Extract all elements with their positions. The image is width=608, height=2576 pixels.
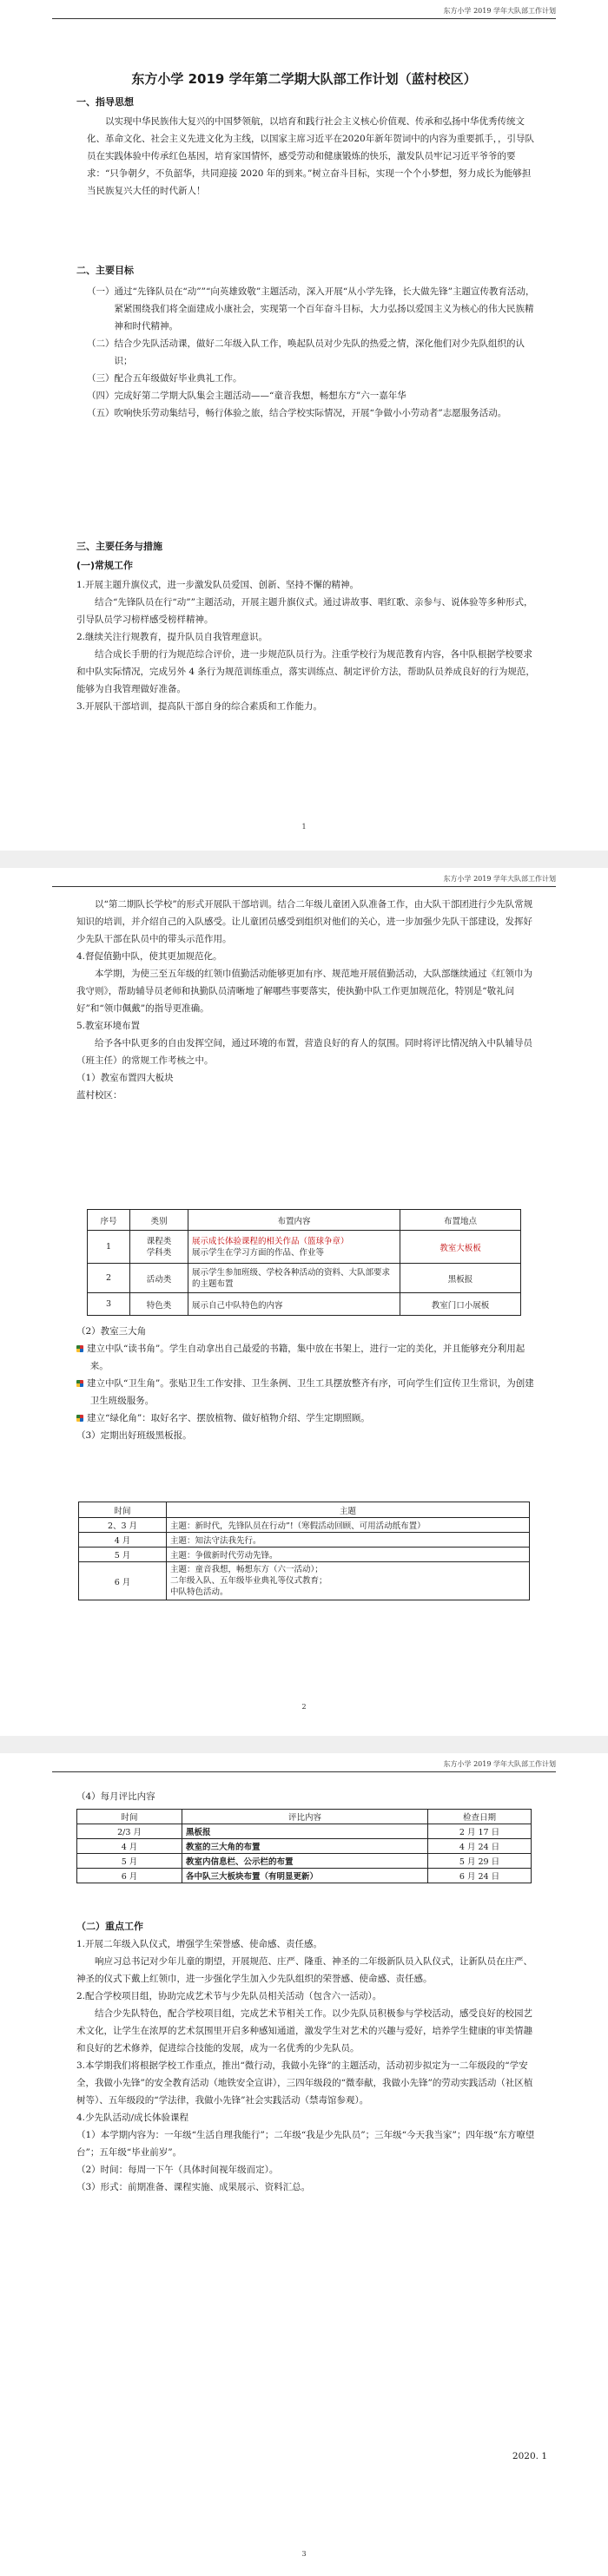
- subtask-item: （2）时间：每周一下午（具体时间视年级而定）。: [76, 2165, 279, 2175]
- task-item: 4.督促值勤中队，使其更加规范化。: [76, 951, 222, 962]
- table-row: [88, 1231, 521, 1264]
- task-item: 3.本学期我们将根据学校工作重点，推出“微行动，我做小先锋”的主题活动，活动初步拟定为一二年级段的“学安全，我做小先锋”的安全教育活动（地铁安全宣讲），三四年级段的“微奉献，我做小先锋”的劳动实践活动（社区植树等）、五年级段的“学法律，我做小先锋”社会实践活动（禁毒馆参观）。: [76, 2060, 533, 2106]
- paragraph: 结合少先队特色，配合学校项目组，完成艺术节相关工作。以少先队员积极参与学校活动，感受良好的校园艺术文化，让学生在浓厚的艺术氛围里开启多种感知通道，激发学生对艺术的兴趣与爱好，培养学生健康的审美情趣和良好的艺术修养，促进综合技能的发展，成为一名优秀的少先队员。: [76, 2008, 532, 2054]
- corner-item: [76, 1340, 539, 1375]
- paragraph: 结合“先锋队员在行“动””主题活动，开展主题升旗仪式。通过讲故事、唱红歌、亲参与、说体验等多种形式，引导队员学习榜样感受榜样精神。: [76, 597, 533, 625]
- paragraph: 给予各中队更多的自由发挥空间，通过环境的布置，营造良好的育人的氛围。同时将评比情况纳入中队辅导员（班主任）的常规工作考核之中。: [76, 1038, 532, 1066]
- page-1: [0, 0, 608, 851]
- table-cell: 5 月: [79, 1548, 167, 1562]
- table-cell: 6 月: [79, 1562, 167, 1600]
- table-cell: 教室的三大角的布置: [182, 1839, 428, 1854]
- page-number: 3: [301, 2550, 307, 2558]
- header-rule: [52, 886, 556, 887]
- table-cell: 2/3 月: [77, 1824, 182, 1839]
- table-row: [79, 1533, 530, 1548]
- corner-item: [76, 1375, 539, 1410]
- table-cell: 5 月: [77, 1854, 182, 1869]
- table-cell: 教室门口小展板: [400, 1293, 521, 1316]
- document-title: 东方小学 2019 学年第二学期大队部工作计划（蓝村校区）: [131, 71, 477, 87]
- page-header: 东方小学 2019 学年大队部工作计划: [443, 7, 556, 15]
- table-row: [77, 1869, 532, 1883]
- layout-table: [87, 1209, 521, 1316]
- table-cell: [188, 1231, 400, 1264]
- page-3: [0, 1753, 608, 2576]
- section-heading: 一、指导思想: [76, 96, 134, 108]
- page-gap: [0, 851, 608, 868]
- table-cell: 3: [88, 1293, 130, 1316]
- table-header: 检查日期: [428, 1810, 532, 1824]
- paragraph: 结合成长手册的行为规范综合评价，进一步规范队员行为。注重学校行为规范教育内容，各中队根据学校要求和中队实际情况，完成另外 4 条行为规范训练重点，落实训练点、制定评价方法，帮助队员养成良好的行为规范，能够为自我管理做好准备。: [76, 649, 535, 694]
- goals-list: [87, 283, 539, 422]
- table-cell: 教室内信息栏、公示栏的布置: [182, 1854, 428, 1869]
- table-row: [77, 1839, 532, 1854]
- table-cell: 主题：童音我想，畅想东方（六一活动）； 二年级入队、五年级毕业典礼等仪式教育； 中队特色活动。: [167, 1562, 530, 1600]
- table-header: 序号: [88, 1210, 130, 1231]
- subtask-item: （1）本学期内容为：一年级“生活自理我能行”；二年级“我是少先队员”；三年级“今天我当家”；四年级“东方嘹望台”；五年级“毕业前岁”。: [76, 2130, 535, 2158]
- goal-item: （四）完成好第二学期大队集会主题活动——“童音我想，畅想东方”六一嘉年华: [87, 391, 406, 401]
- section-heading: 三、主要任务与措施: [76, 541, 162, 552]
- task-item: 4.少先队活动/成长体验课程: [76, 2113, 189, 2123]
- cell-text: 展示学生在学习方面的作品、作业等: [192, 1247, 325, 1258]
- table-header: 时间: [79, 1502, 167, 1518]
- table-header: 时间: [77, 1810, 182, 1824]
- corner-text: 建立中队“卫生角”。张贴卫生工作安排、卫生条例、卫生工具摆放整齐有序，可向学生们宣传卫生常识，为创建卫生班级服务。: [87, 1378, 534, 1406]
- table-header: 主题: [167, 1502, 530, 1518]
- table-header: 布置内容: [188, 1210, 400, 1231]
- bullet-icon: [76, 1415, 83, 1422]
- task-item: 2.配合学校项目组，协助完成艺术节与少先队员相关活动（包含六一活动）。: [76, 1991, 382, 2001]
- table-row: [88, 1264, 521, 1293]
- table-row: [79, 1548, 530, 1562]
- task-item: 5.教室环境布置: [76, 1021, 141, 1031]
- table-header: 类别: [130, 1210, 188, 1231]
- table-cell: 课程类 学科类: [130, 1231, 188, 1264]
- table-header: 评比内容: [182, 1810, 428, 1824]
- corner-text: 建立中队“读书角”。学生自动拿出自己最爱的书籍，集中放在书架上，进行一定的美化，并且能够充分利用起来。: [87, 1344, 525, 1371]
- paragraph: 以实现中华民族伟大复兴的中国梦领航，以培育和践行社会主义核心价值观、传承和弘扬中华优秀传统文化、革命文化、社会主义先进文化为主线，以国家主席习近平在2020年新年贺词中的内容为重要抓手，，引导队员在实践体验中传承红色基因，培育家国情怀，感受劳动和健康锻炼的快乐，激发队员牢记习近平爷爷的要求：“只争朝夕，不负韶华，共同迎接 2020 年的到来。”树立奋斗目标，实现一个个小梦想，努力成长为能够担当民族复兴大任的时代新人！: [87, 116, 534, 196]
- corner-item: [76, 1410, 539, 1427]
- task-item: 2.继续关注行规教育，提升队员自我管理意识。: [76, 632, 268, 642]
- table-cell: 1: [88, 1231, 130, 1264]
- subtask-item: （2）教室三大角: [76, 1326, 147, 1337]
- bullet-icon: [76, 1380, 83, 1387]
- table-cell: 主题：新时代，先锋队员在行动”!（寒假活动回顾、可用活动纸布置）: [167, 1518, 530, 1533]
- table-cell: 5 月 29 日: [428, 1854, 532, 1869]
- task-item: 1.开展二年级入队仪式，增强学生荣誉感、使命感、责任感。: [76, 1939, 323, 1949]
- paragraph: 以“第二期队长学校”的形式开展队干部培训。结合二年级儿童团入队准备工作，由大队干部团进行少先队常规知识的培训，并介绍自己的入队感受。让儿童团员感受到组织对他们的关心，进一步加强少先队干部建设，发挥好少先队干部在队员中的带头示范作用。: [76, 899, 533, 944]
- key-work-section: [76, 1918, 539, 2196]
- table-row: [88, 1293, 521, 1316]
- document-date: 2020. 1: [512, 2451, 547, 2461]
- goal-item: （二）结合少先队活动课，做好二年级入队工作，唤起队员对少先队的热爱之情，深化他们对少先队组织的认识；: [87, 338, 525, 366]
- header-rule: [52, 1771, 556, 1772]
- table-cell: 各中队三大板块布置（有明显更新）: [182, 1869, 428, 1883]
- table-cell: 4 月: [77, 1839, 182, 1854]
- page-gap: [0, 1736, 608, 1753]
- table-cell: 2: [88, 1264, 130, 1293]
- blackboard-table: [78, 1502, 530, 1600]
- task-item: 1.开展主题升旗仪式，进一步激发队员爱国、创新、坚持不懈的精神。: [76, 580, 360, 590]
- corner-text: 建立“绿化角”：取好名字、摆放植物、做好植物介绍、学生定期照顾。: [87, 1413, 370, 1423]
- page-header: 东方小学 2019 学年大队部工作计划: [443, 875, 556, 883]
- table-cell: 4 月: [79, 1533, 167, 1548]
- header-rule: [52, 18, 556, 19]
- subsection-heading: （二）重点工作: [76, 1921, 143, 1932]
- goal-item: （五）吹响快乐劳动集结号，畅行体验之旅，结合学校实际情况，开展“争做小小劳动者”志愿服务活动。: [87, 408, 507, 418]
- table-row: [79, 1562, 530, 1600]
- campus-label: 蓝村校区：: [76, 1090, 122, 1101]
- table-row: [77, 1824, 532, 1839]
- table-cell: 主题：知法守法我先行。: [167, 1533, 530, 1548]
- table-cell: 2、3 月: [79, 1518, 167, 1533]
- task-item: 3.开展队干部培训，提高队干部自身的综合素质和工作能力。: [76, 701, 323, 712]
- table-cell: 展示自己中队特色的内容: [188, 1293, 400, 1316]
- paragraph: 响应习总书记对少年儿童的期望，开展规范、庄严、隆重、神圣的二年级新队员入队仪式，让新队员在庄严、神圣的仪式下戴上红领巾，进一步强化学生加入少先队组织的荣誉感、使命感、责任感。: [76, 1956, 532, 1984]
- table-cell: 活动类: [130, 1264, 188, 1293]
- bullet-icon: [76, 1345, 83, 1352]
- table-cell: 教室大板板: [400, 1231, 521, 1264]
- subtask-item: （1）教室布置四大板块: [76, 1073, 174, 1083]
- table-row: [77, 1854, 532, 1869]
- subtask-item: （3）定期出好班级黑板报。: [76, 1430, 192, 1441]
- highlight-text: 展示成长体验课程的相关作品（篮球争章）: [192, 1236, 349, 1246]
- guiding-thought-paragraph: [87, 113, 539, 200]
- page-2: [0, 868, 608, 1736]
- page-header: 东方小学 2019 学年大队部工作计划: [443, 1760, 556, 1768]
- table-cell: 黑板报: [400, 1264, 521, 1293]
- paragraph: 本学期，为使三至五年级的红领巾值勤活动能够更加有序、规范地开展值勤活动，大队部继续通过《红领巾为我守则》，帮助辅导员老师和执勤队员清晰地了解哪些事要落实，使执勤中队工作更加规范化，特别是“敬礼问好”和“领巾佩戴”的指导更准确。: [76, 969, 532, 1014]
- goal-item: （三）配合五年级做好毕业典礼工作。: [87, 373, 242, 384]
- table-cell: 展示学生参加班级、学校各种活动的资料、大队部要求的主题布置: [188, 1264, 400, 1293]
- subtask-item: （4）每月评比内容: [76, 1791, 155, 1802]
- table-cell: 6 月 24 日: [428, 1869, 532, 1883]
- subtask-item: （3）形式：前期准备、课程实施、成果展示、资料汇总。: [76, 2182, 311, 2192]
- table-cell: 6 月: [77, 1869, 182, 1883]
- page-number: 1: [301, 823, 307, 831]
- table-cell: 黑板报: [182, 1824, 428, 1839]
- routine-work: [76, 576, 539, 715]
- table-cell: 4 月 24 日: [428, 1839, 532, 1854]
- table-cell: 特色类: [130, 1293, 188, 1316]
- section-heading: 二、主要目标: [76, 265, 134, 276]
- corners-section: [76, 1323, 539, 1444]
- page-number: 2: [301, 1703, 307, 1711]
- table-cell: 2 月 17 日: [428, 1824, 532, 1839]
- monthly-review-table: [76, 1809, 532, 1883]
- table-row: [79, 1518, 530, 1533]
- subsection-heading: (一)常规工作: [76, 560, 134, 571]
- page2-text: [76, 896, 539, 1104]
- table-header: 布置地点: [400, 1210, 521, 1231]
- table-cell: 主题：争做新时代劳动先锋。: [167, 1548, 530, 1562]
- goal-item: （一）通过“先锋队员在“动””“向英雄致敬”主题活动，深入开展“从小学先锋，长大做先锋”主题宣传教育活动，紧紧围绕我们将全面建成小康社会，实现第一个百年奋斗目标，大力弘扬以爱国主义为核心的伟大民族精神和时代精神。: [87, 286, 535, 332]
